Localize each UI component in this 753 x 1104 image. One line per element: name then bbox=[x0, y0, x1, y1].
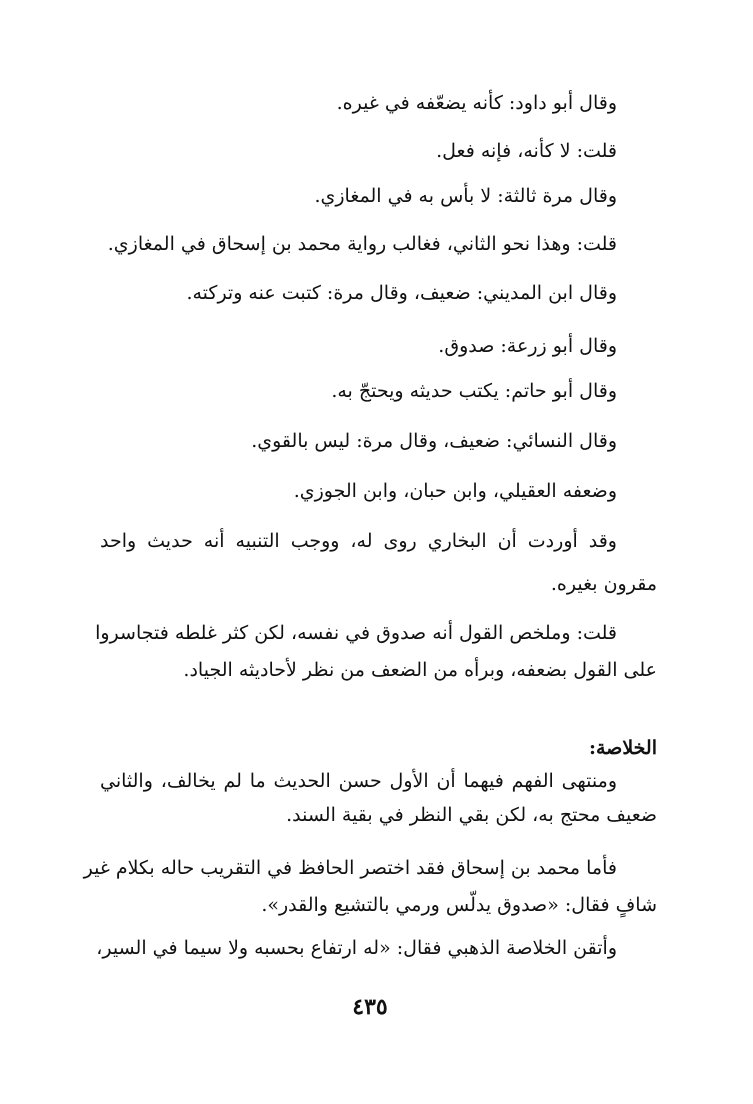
text-line-6: وقال أبو زرعة: صدوق. bbox=[438, 335, 617, 357]
text-line-15: ومنتهى الفهم فيهما أن الأول حسن الحديث ما لم يخالف، والثاني bbox=[100, 770, 617, 792]
text-line-7: وقال أبو حاتم: يكتب حديثه ويحتجّ به. bbox=[331, 380, 617, 402]
text-line-2: قلت: لا كأنه، فإنه فعل. bbox=[436, 140, 617, 162]
text-line-11: مقرون بغيره. bbox=[550, 573, 657, 595]
text-line-5: وقال ابن المديني: ضعيف، وقال مرة: كتبت عنه وتركته. bbox=[186, 282, 617, 304]
text-line-9: وضعفه العقيلي، وابن حبان، وابن الجوزي. bbox=[293, 480, 617, 502]
text-line-16: ضعيف محتج به، لكن بقي النظر في بقية السند. bbox=[286, 804, 657, 826]
text-line-3: وقال مرة ثالثة: لا بأس به في المغازي. bbox=[314, 185, 617, 207]
page-number: ٤٣٥ bbox=[352, 994, 388, 1020]
text-line-10: وقد أوردت أن البخاري روى له، ووجب التنبيه أنه حديث واحد bbox=[100, 530, 617, 552]
text-line-4: قلت: وهذا نحو الثاني، فغالب رواية محمد بن إسحاق في المغازي. bbox=[107, 233, 617, 255]
text-line-1: وقال أبو داود: كأنه يضعّفه في غيره. bbox=[336, 92, 617, 114]
text-line-18: شافٍ فقال: «صدوق يدلّس ورمي بالتشيع والقدر». bbox=[261, 894, 657, 916]
text-line-12: قلت: وملخص القول أنه صدوق في نفسه، لكن كثر غلطه فتجاسروا bbox=[95, 622, 617, 644]
text-line-17: فأما محمد بن إسحاق فقد اختصر الحافظ في التقريب حاله بكلام غير bbox=[83, 857, 617, 879]
section-heading: الخلاصة: bbox=[588, 737, 657, 759]
text-line-13: على القول بضعفه، وبرأه من الضعف من نظر لأحاديثه الجياد. bbox=[183, 659, 657, 681]
text-line-19: وأتقن الخلاصة الذهبي فقال: «له ارتفاع بحسبه ولا سيما في السير، bbox=[96, 937, 617, 959]
text-line-8: وقال النسائي: ضعيف، وقال مرة: ليس بالقوي. bbox=[251, 430, 617, 452]
